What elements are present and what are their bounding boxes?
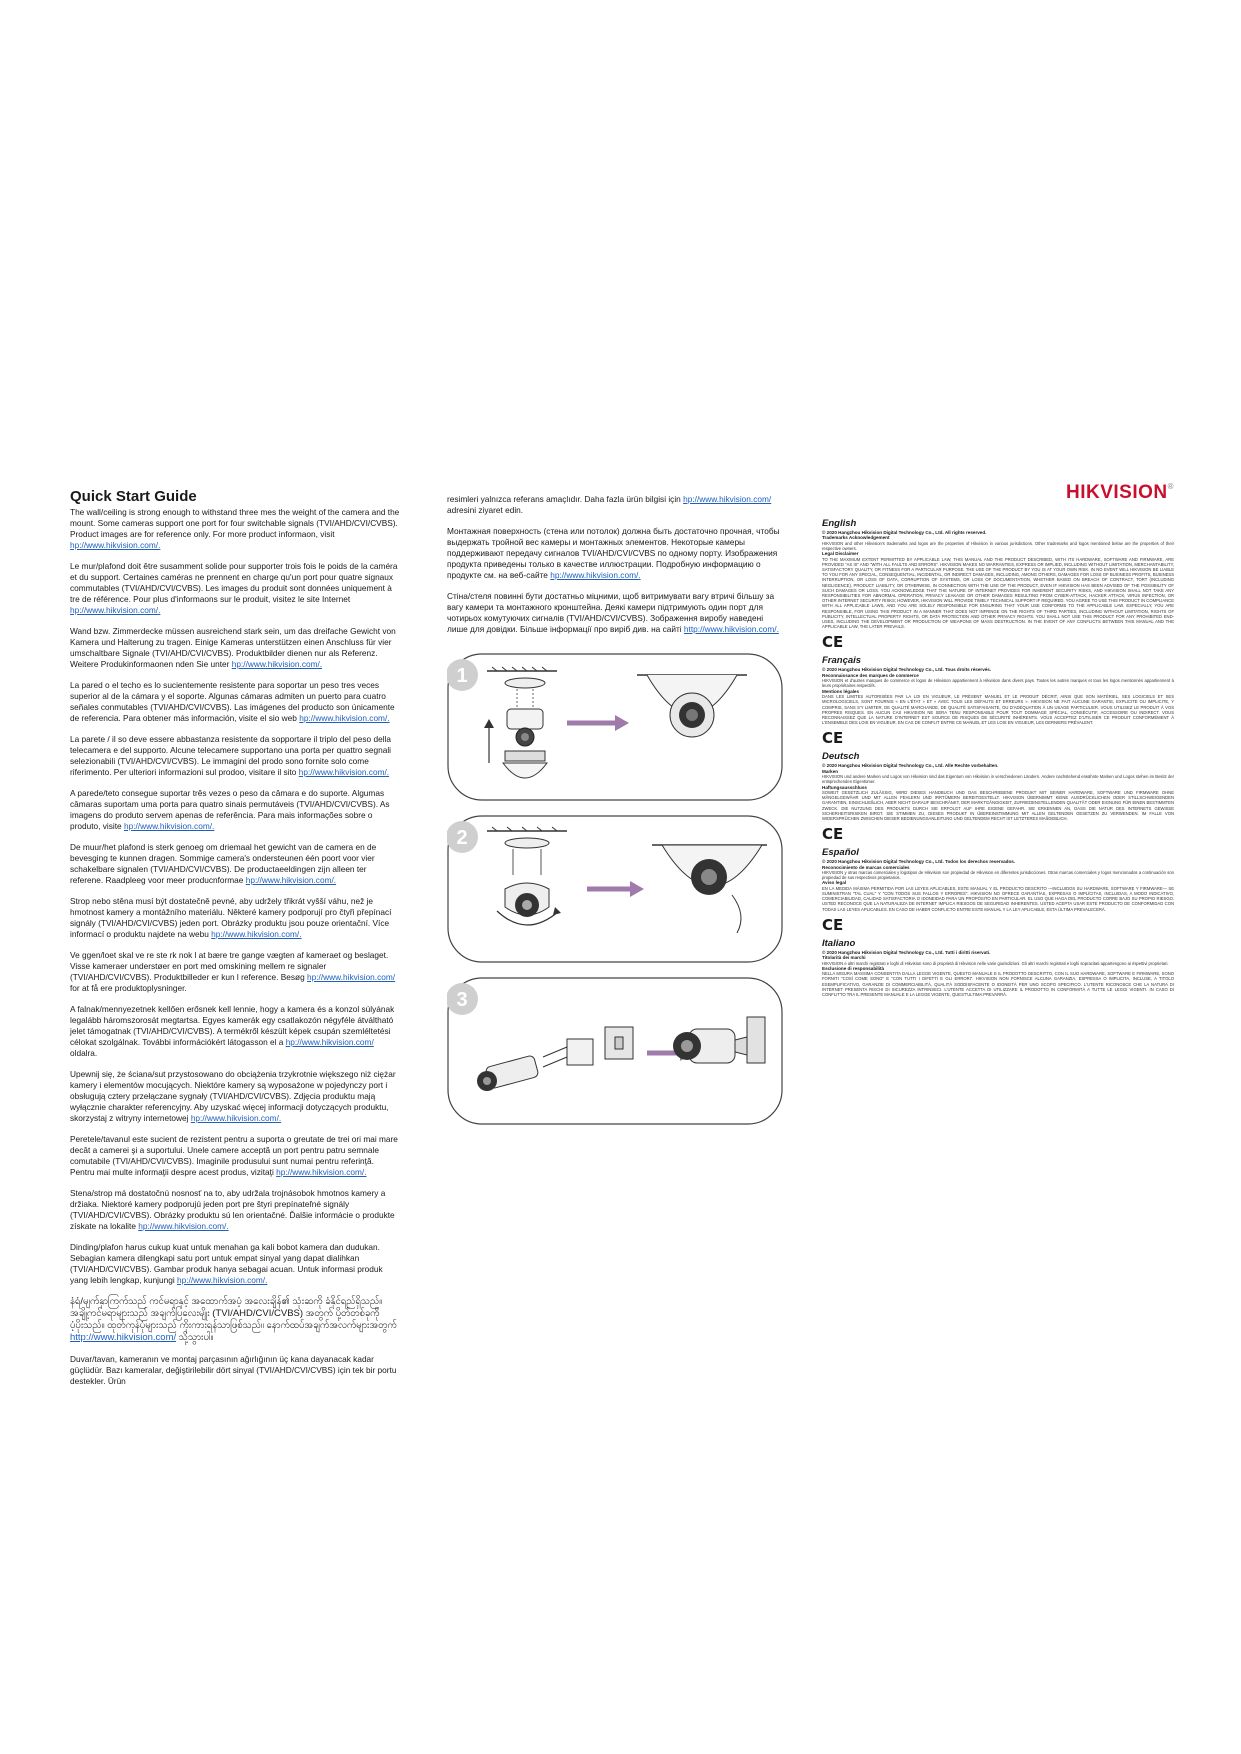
hikvision-link[interactable]: hp://www.hikvision.com/. bbox=[245, 875, 337, 885]
step-number: 2 bbox=[456, 827, 468, 849]
paragraph bbox=[70, 1354, 400, 1387]
ce-mark: CE bbox=[822, 825, 844, 844]
paragraph-text: Strop nebo stěna musí být dostatečně pevné, aby udržely třikrát vyšší váhu, než je hmotnost kamery a montážního materiálu. Některé kamery podporují pro čtyři přepínací signály (TVI/AHD/CVI/CVBS) jeden port. Obrázky produktu jsou pouze orientační. Více informací o produktu najdete na webu bbox=[70, 896, 392, 939]
paragraph bbox=[447, 494, 782, 516]
paragraph-text: A parede/teto consegue suportar três vezes o peso da câmara e do suporte. Algumas câmaras suportam uma porta para quatro sinais permutáveis (TVI/AHD/CVI/CVBS). As imagens do produto servem apenas de referência. Para mais informações sobre o produto, visite bbox=[70, 788, 390, 831]
paragraph bbox=[70, 507, 400, 551]
paragraph-tail: for at få ere produktoplysninger. bbox=[70, 983, 187, 993]
body-text: EN LA MEDIDA MÁXIMA PERMITIDA POR LAS LEYES APLICABLES, ESTE MANUAL Y EL PRODUCTO DESCRITO —INCLUIDOS SU HARDWARE, SOFTWARE Y FIRMWARE— SE SUMINISTRAN "TAL CUAL" Y "CON TODOS SUS FALLOS Y ERRORES". HIKVISION NO OFRECE GARANTÍAS, EXPRESAS O IMPLÍCITAS, INCLUIDAS, A MODO INDICATIVO, COMERCIABILIDAD, CALIDAD SATISFACTORIA O IDONEIDAD PARA UN PROPÓSITO EN PARTICULAR. EL USO QUE HAGA DEL PRODUCTO CORRE BAJO SU PROPIO RIESGO. USTED RECONOCE QUE LA NATURALEZA DE INTERNET IMPLICA RIESGOS DE SEGURIDAD INHERENTES. USTED ACEPTA USAR ESTE PRODUCTO DE CONFORMIDAD CON TODAS LAS LEYES APLICABLES. EN CASO DE HABER CONFLICTO ENTRE ESTE MANUAL Y LA LEY APLICABLE, ESTA ÚLTIMA PREVALECERÁ. bbox=[822, 885, 1174, 912]
paragraph-text: Stena/strop má dostatočnú nosnosť na to, aby udržala trojnásobok hmotnos kamery a držiaka. Niektoré kamery podporujú jeden port pre štyri prepínateľné signály (TVI/AHD/CVI/CVBS). Obrázky produktu sú len orientačné. Ďalšie informácie o produkte získate na lokalite bbox=[70, 1188, 395, 1231]
language-heading: Español bbox=[822, 847, 859, 859]
step-number: 3 bbox=[456, 989, 468, 1011]
install-step-1 bbox=[447, 653, 783, 801]
hikvision-link[interactable]: hp://www.hikvision.com/. bbox=[70, 605, 161, 615]
paragraph bbox=[70, 561, 400, 616]
body-text: NELLA MISURA MASSIMA CONSENTITA DALLA LEGGE VIGENTE, QUESTO MANUALE E IL PRODOTTO DESCRITTO, CON IL SUO HARDWARE, SOFTWARE E FIRMWARE, SONO FORNITI "COSÌ COME SONO" E "CON TUTTI I DIFETTI E GLI ERRORI". HIKVISION NON FORNISCE ALCUNA GARANZIA, ESPRESSA O IMPLICITA, INCLUSE, A TITOLO ESEMPLIFICATIVO, GARANZIE DI COMMERCIABILITÀ, QUALITÀ SODDISFACENTE O IDONEITÀ PER UNO SCOPO SPECIFICO. L'UTENTE RICONOSCE CHE LA NATURA DI INTERNET PRESENTA RISCHI DI SICUREZZA INTRINSECI. L'UTENTE ACCETTA DI UTILIZZARE IL PRODOTTO IN CONFORMITÀ A TUTTE LE LEGGI VIGENTI. IN CASO DI CONFLITTO TRA IL PRESENTE MANUALE E LA LEGGE VIGENTE, QUEST'ULTIMA PREVARRÀ. bbox=[822, 971, 1174, 998]
paragraph-tail: သို့သွားပါ။ bbox=[176, 1332, 214, 1343]
body-text: TO THE MAXIMUM EXTENT PERMITTED BY APPLICABLE LAW, THIS MANUAL AND THE PRODUCT DESCRIBED, WITH ITS HARDWARE, SOFTWARE AND FIRMWARE, ARE PROVIDED "AS IS" AND "WITH ALL FAULTS AND ERRORS". HIKVISION MAKES NO WARRANTIES, EXPRESS OR IMPLIED, INCLUDING WITHOUT LIMITATION, MERCHANTABILITY, SATISFACTORY QUALITY, OR FITNESS FOR A PARTICULAR PURPOSE. THE USE OF THE PRODUCT BY YOU IS AT YOUR OWN RISK. IN NO EVENT WILL HIKVISION BE LIABLE TO YOU FOR ANY SPECIAL, CONSEQUENTIAL, INCIDENTAL, OR INDIRECT DAMAGES, INCLUDING, AMONG OTHERS, DAMAGES FOR LOSS OF BUSINESS PROFITS, BUSINESS INTERRUPTION, OR LOSS OF DATA, CORRUPTION OF SYSTEMS, OR LOSS OF DOCUMENTATION, WHETHER BASED ON BREACH OF CONTRACT, TORT (INCLUDING NEGLIGENCE), PRODUCT LIABILITY, OR OTHERWISE, IN CONNECTION WITH THE USE OF THE PRODUCT, EVEN IF HIKVISION HAS BEEN ADVISED OF THE POSSIBILITY OF SUCH DAMAGES OR LOSS. YOU ACKNOWLEDGE THAT THE NATURE OF INTERNET PROVIDES FOR INHERENT SECURITY RISKS, AND HIKVISION SHALL NOT TAKE ANY RESPONSIBILITIES FOR ABNORMAL OPERATION, PRIVACY LEAKAGE OR OTHER DAMAGES RESULTING FROM CYBER-ATTACK, HACKER ATTACK, VIRUS INFECTION, OR OTHER INTERNET SECURITY RISKS; HOWEVER, HIKVISION WILL PROVIDE TIMELY TECHNICAL SUPPORT IF REQUIRED. YOU AGREE TO USE THIS PRODUCT IN COMPLIANCE WITH ALL APPLICABLE LAWS, AND YOU ARE SOLELY RESPONSIBLE FOR ENSURING THAT YOUR USE CONFORMS TO THE APPLICABLE LAW. ESPECIALLY, YOU ARE RESPONSIBLE, FOR USING THIS PRODUCT IN A MANNER THAT DOES NOT INFRINGE ON THE RIGHTS OF THIRD PARTIES, INCLUDING WITHOUT LIMITATION, RIGHTS OF PUBLICITY, INTELLECTUAL PROPERTY RIGHTS, OR DATA PROTECTION AND OTHER PRIVACY RIGHTS. YOU SHALL NOT USE THIS PRODUCT FOR ANY PROHIBITED END-USES, INCLUDING THE DEVELOPMENT OR PRODUCTION OF WEAPONS OF MASS DESTRUCTION. IN THE EVENT OF ANY CONFLICTS BETWEEN THIS MANUAL AND THE APPLICABLE LAW, THE LATER PREVAILS. bbox=[822, 556, 1174, 630]
column-left bbox=[70, 488, 400, 1397]
hikvision-link[interactable]: hp://www.hikvision.com/ bbox=[285, 1037, 374, 1047]
paragraph bbox=[70, 1242, 400, 1286]
paragraph-text: Wand bzw. Zimmerdecke müssen ausreichend stark sein, um das dreifache Gewicht von Kamera und Halterung zu tragen. Einige Kameras unterstützen einen Anschluss für vier umschaltbare Signale (TVI/AHD/CVI/CVBS). Produktbilder dienen nur als Referenz. Weitere Produkinformaonen nden Sie unter bbox=[70, 626, 396, 669]
paragraph-text: နံရံ/မျက်နှာကြက်သည် ကင်မရာနှင့် အထောက်အပံ့ အလေးချိန်၏ သုံးဆကို ခံနိုင်ရည်ရှိသည်။ အချို့ကင်မရာများသည် အချက်ပြလေးမျိုး (TVI/AHD/CVI/CVBS) အတွက် ပို့တ်တစ်ခုကို ပံ့ပိုးသည်။ ထုတ်ကုန်ပုံများသည် ကိုးကားရန်သာဖြစ်သည်။ နောက်ထပ်အချက်အလက်များအတွက် bbox=[70, 1296, 397, 1331]
hikvision-link[interactable]: hp://www.hikvision.com/. bbox=[138, 1221, 229, 1231]
column-right bbox=[822, 482, 1174, 997]
paragraph-text: La parete / il so deve essere abbastanza resistente da sopportare il triplo del peso della telecamera e del supporto. Alcune telecamere supportano una porta per quattro segnali selezionabili (TVI/AHD/CVI/CVBS). Le immagini del prodo sono fornite solo come riferimento. Per ulteriori informazioni sul prodoo, visitare il sito bbox=[70, 734, 392, 777]
legal-sections bbox=[822, 518, 1174, 997]
paragraph-text: resimleri yalnızca referans amaçlıdır. Daha fazla ürün bilgisi için bbox=[447, 494, 684, 504]
body-text: HIKVISION and other Hikvision's trademarks and logos are the properties of Hikvision in various jurisdictions. Other trademarks and logos mentioned below are the properties of their respective owners. bbox=[822, 540, 1174, 552]
subheading: Trademarks Acknowledgement bbox=[822, 535, 890, 541]
hikvision-link[interactable]: hp://www.hikvision.com/. bbox=[550, 570, 641, 580]
copyright-line: © 2020 Hangzhou Hikvision Digital Technology Co., Ltd. Todos los derechos reservados. bbox=[822, 859, 1016, 865]
paragraph-text: La pared o el techo es lo sucientemente resistente para soportar un peso tres veces superior al de la cámara y el soporte. Algunas cámaras admiten un puerto para cuatro señales conmutables (TVI/AHD/CVI/CVBS). Las imágenes del producto son únicamente de referencia. Para obtener más información, visite el sio web bbox=[70, 680, 395, 723]
legal-section bbox=[822, 847, 1174, 934]
body-text: HIKVISION et d'autres marques de commerce et logos de Hikvision appartiennent à Hikvision dans divers pays. Toutes les autres marques et tous les logos mentionnés appartiennent à leurs propriétaires respectifs. bbox=[822, 678, 1174, 689]
paragraph-text: Стіна/стеля повинні бути достатньо міцними, щоб витримувати вагу втричі більшу за вагу камери та монтажного кронштейна. Деякі камери підтримують один порт для чотирьох комутуючих сигналів (TVI/AHD/CVI/CVBS). Зображення виробу наведені лише для довідки. Більше інформації про виріб див. на сайті bbox=[447, 591, 775, 634]
paragraph-text: Peretele/tavanul este sucient de rezistent pentru a suporta o greutate de trei ori mai mare decât a camerei şi a suportului. Unele camere acceptă un port pentru patru semnale comutabile (TVI/AHD/CVI/CVBS). Imaginile produsului sunt numai pentru referinţă. Pentru mai multe informaţii despre acest produs, vizitaţi bbox=[70, 1134, 398, 1177]
subheading: Legal Disclaimer bbox=[822, 551, 859, 557]
paragraph bbox=[70, 1134, 400, 1178]
copyright-line: © 2020 Hangzhou Hikvision Digital Technology Co., Ltd. Tous droits réservés. bbox=[822, 667, 992, 673]
paragraph bbox=[70, 896, 400, 940]
paragraph bbox=[70, 950, 400, 994]
step-number: 1 bbox=[456, 665, 468, 687]
paragraph bbox=[70, 1296, 400, 1344]
hikvision-link[interactable]: http://www.hikvision.com/. bbox=[683, 624, 779, 634]
ce-mark: CE bbox=[822, 633, 844, 652]
subheading: Haftungsausschluss bbox=[822, 784, 867, 790]
paragraph-text: A falnak/mennyezetnek kellően erősnek kell lennie, hogy a kamera és a konzol súlyának legalább háromszorosát megtartsa. Egyes kamerák egy csatlakozón négyféle átváltható jelet támogatnak (TVI/AHD/CVI/CVBS). A termékről készült képek csupán szemléltetési célokat szolgálnak. További információkért látogasson el a bbox=[70, 1004, 395, 1047]
paragraph-text: Монтажная поверхность (стена или потолок) должна быть достаточно прочная, чтобы выдержать тройной вес камеры и монтажных элементов. Некоторые камеры поддерживают передачу сигналов TVI/AHD/CVI/CVBS по одному порту. Изображения продукта приведены только в качестве иллюстрации. Подробную информацию о продукте см. на веб-сайте bbox=[447, 526, 780, 580]
paragraph-text: De muur/het plafond is sterk genoeg om driemaal het gewicht van de camera en de bevesging te kunnen dragen. Sommige camera's ondersteunen één poort voor vier schakelbare signalen (TVI/AHD/CVI/CVBS). De productaeeldingen zijn alleen ter referene. Raadpleeg voor meer producnformae bbox=[70, 842, 377, 885]
subheading: Reconnaissance des marques de commerce bbox=[822, 672, 919, 678]
hikvision-link[interactable]: hp://www.hikvision.com/. bbox=[298, 767, 390, 777]
paragraph-text: Duvar/tavan, kameranın ve montaj parçasının ağırlığının üç kana dayanacak kadar güçlüdür. Bazı kameralar, değiştirilebilir dört sinyal (TVI/AHD/CVI/CVBS) için tek bir portu destekler. Ürün bbox=[70, 1354, 397, 1386]
paragraph bbox=[70, 1188, 400, 1232]
paragraph bbox=[70, 842, 400, 886]
paragraph bbox=[70, 788, 400, 832]
paragraph-text: Le mur/plafond doit être susamment solide pour supporter trois fois le poids de la caméra et du support. Certaines caméras ne prennent en charge qu'un port pour quatre signaux commutables (TVI/AHD/CVI/CVBS). Les images du produit sont données uniquement à tre de référence. Pour plus d'informaons sur le produit, visitez le site Internet bbox=[70, 561, 398, 604]
hikvision-link[interactable]: hp://www.hikvision.com/ bbox=[307, 972, 396, 982]
hikvision-link[interactable]: hp://www.hikvision.com/. bbox=[231, 659, 323, 669]
legal-section bbox=[822, 751, 1174, 843]
body-text: SOWEIT GESETZLICH ZULÄSSIG, WIRD DIESES HANDBUCH UND DAS BESCHRIEBENE PRODUKT MIT SEINER HARDWARE, SOFTWARE UND FIRMWARE OHNE MÄNGELGEWÄHR UND MIT ALLEN FEHLERN UND IRRTÜMERN BEREITGESTELLT. HIKVISION ÜBERNIMMT KEINE AUSDRÜCKLICHEN ODER STILLSCHWEIGENDEN GARANTIEN, EINSCHLIEßLICH, ABER NICHT DARAUF BESCHRÄNKT, DER MARKTGÄNGIGKEIT, ZUFRIEDENSTELLENDEN QUALITÄT ODER EIGNUNG FÜR EINEN BESTIMMTEN ZWECK. DIE NUTZUNG DES PRODUKTS DURCH SIE ERFOLGT AUF IHRE EIGENE GEFAHR. SIE ERKENNEN AN, DASS DIE NATUR DES INTERNETS GEWISSE SICHERHEITSRISIKEN BIRGT. SIE STIMMEN ZU, DIESES PRODUKT IN ÜBEREINSTIMMUNG MIT ALLEN GELTENDEN GESETZEN ZU VERWENDEN. IM FALLE VON WIDERSPRÜCHEN ZWISCHEN DIESER BEDIENUNGSANLEITUNG UND GELTENDEM RECHT IST LETZTERES MAßGEBLICH. bbox=[822, 789, 1174, 821]
hikvision-link[interactable]: hp://www.hikvision.com/. bbox=[211, 929, 302, 939]
paragraph-tail: oldalra. bbox=[70, 1048, 98, 1058]
hikvision-link[interactable]: hp://www.hikvision.com/. bbox=[276, 1167, 367, 1177]
hikvision-link[interactable]: http://www.hikvision.com/ bbox=[70, 1332, 177, 1343]
body-text: DANS LES LIMITES AUTORISÉES PAR LA LOI EN VIGUEUR, LE PRÉSENT MANUEL ET LE PRODUIT DÉCRIT, AINSI QUE SON MATÉRIEL, SES LOGICIELS ET SES MICROLOGICIELS, SONT FOURNIS « EN L'ÉTAT » ET « AVEC TOUS LES DÉFAUTS ET ERREURS ». HIKVISION NE FAIT AUCUNE GARANTIE, EXPLICITE OU IMPLICITE, Y COMPRIS, SANS S'Y LIMITER, DE QUALITÉ MARCHANDE, DE QUALITÉ SATISFAISANTE, OU D'ADÉQUATION À UN USAGE PARTICULIER. VOUS UTILISEZ LE PRODUIT À VOS PROPRES RISQUES. EN AUCUN CAS HIKVISION NE SERA TENU RESPONSABLE POUR TOUT DOMMAGE SPÉCIAL, CONSÉCUTIF, ACCESSOIRE OU INDIRECT. VOUS RECONNAISSEZ QUE LA NATURE D'INTERNET EST SOURCE DE RISQUES DE SÉCURITÉ INHÉRENTS. VOUS ACCEPTEZ D'UTILISER CE PRODUIT CONFORMÉMENT À L'ENSEMBLE DES LOIS EN VIGUEUR. EN CAS DE CONFLIT ENTRE CE MANUEL ET LES LOIS EN VIGUEUR, LES DERNIERS PRÉVALENT. bbox=[822, 694, 1174, 726]
paragraph-text: The wall/ceiling is strong enough to withstand three mes the weight of the camera and the mount. Some cameras support one port for four switchable signals (TVI/AHD/CVI/CVBS). Product images are for reference only. For more product informaon, visit bbox=[70, 507, 400, 539]
hikvision-link[interactable]: hp://www.hikvision.com/. bbox=[177, 1275, 268, 1285]
paragraph bbox=[70, 734, 400, 778]
subheading: Titolarità dei marchi bbox=[822, 955, 866, 961]
hikvision-link[interactable]: hp://www.hikvision.com/ bbox=[683, 494, 772, 504]
language-heading: Deutsch bbox=[822, 751, 860, 763]
paragraph-list bbox=[70, 507, 400, 1387]
hikvision-link[interactable]: hp://www.hikvision.com/. bbox=[70, 540, 161, 550]
subheading: Esclusione di responsabilità bbox=[822, 965, 885, 971]
hikvision-link[interactable]: hp://www.hikvision.com/. bbox=[190, 1113, 282, 1123]
legal-section bbox=[822, 518, 1174, 651]
legal-section bbox=[822, 938, 1174, 997]
subheading: Aviso legal bbox=[822, 880, 847, 886]
subheading: Mentions légales bbox=[822, 688, 860, 694]
subheading: Marken bbox=[822, 768, 839, 774]
paragraph-text: Ve ggen/loet skal ve re ste rk nok l at bære tre gange vægten af kameraet og beslaget. Visse kameraer understøer en port med omskining mellem re signaler (TVI/AHD/CVI/CVBS). Produktbilleder er kun l reference. Besøg bbox=[70, 950, 389, 982]
paragraph bbox=[70, 680, 400, 724]
copyright-line: © 2020 Hangzhou Hikvision Digital Technology Co., Ltd. Alle Rechte vorbehalten. bbox=[822, 763, 999, 769]
hikvision-link[interactable]: hp://www.hikvision.com/. bbox=[299, 713, 390, 723]
paragraph bbox=[447, 591, 782, 635]
paragraph-text: Dinding/plafon harus cukup kuat untuk menahan ga kali bobot kamera dan dudukan. Sebagian kamera dilengkapi satu port untuk empat sinyal yang dapat dialihkan (TVI/AHD/CVI/CVBS). Gambar produk hanya sebagai acuan. Untuk informasi produk yang lebih lengkap, kunjungi bbox=[70, 1242, 383, 1285]
install-step-3 bbox=[447, 977, 783, 1125]
copyright-line: © 2020 Hangzhou Hikvision Digital Technology Co., Ltd. All rights reserved. bbox=[822, 530, 987, 535]
body-text: HIKVISION e altri marchi registrati e loghi di Hikvision sono di proprietà di Hikvision nelle varie giurisdizioni. Gli altri marchi registrati e loghi sopracitati appartengono ai rispettivi proprietari. bbox=[822, 960, 1169, 966]
hikvision-logo: HIKVISION® bbox=[1065, 482, 1174, 503]
language-heading: Français bbox=[822, 655, 862, 667]
language-heading: English bbox=[822, 518, 857, 529]
paragraph bbox=[70, 1069, 400, 1124]
paragraph bbox=[70, 1004, 400, 1059]
paragraph-text: Upewnij się, że ściana/sut przystosowano do obciążenia trzykrotnie większego niż ciężar kamery i elementów mocujących. Niektóre kamery są wyposażone w pojedynczy port i obsługują cztery przełączane sygnały (TVI/AHD/CVI/CVBS). Zdjęcia produktu mają wyłącznie charakter referencyjny. Aby uzyskać więcej informacji dotyczących produktu, skorzystaj z witryny internetowej bbox=[70, 1069, 396, 1123]
install-step-2 bbox=[447, 815, 783, 963]
ce-mark: CE bbox=[822, 729, 844, 748]
paragraph bbox=[70, 626, 400, 670]
body-text: HIKVISION und andere Marken und Logos von Hikvision sind das Eigentum von Hikvision in verschiedenen Ländern. Andere nachstehend erwähnte Marken und Logos stehen im Besitz der entsprechenden Eigentümer. bbox=[822, 774, 1174, 785]
hikvision-link[interactable]: hp://www.hikvision.com/. bbox=[123, 821, 215, 831]
legal-section bbox=[822, 655, 1174, 747]
column-middle bbox=[447, 494, 782, 1125]
paragraph-tail: adresini ziyaret edin. bbox=[447, 505, 524, 515]
copyright-line: © 2020 Hangzhou Hikvision Digital Technology Co., Ltd. Tutti i diritti riservati. bbox=[822, 949, 991, 955]
paragraph bbox=[447, 526, 782, 581]
page-title: Quick Start Guide bbox=[70, 488, 197, 505]
language-heading: Italiano bbox=[822, 937, 856, 949]
ce-mark: CE bbox=[822, 915, 844, 934]
paragraph-list bbox=[447, 494, 782, 635]
body-text: HIKVISION y otras marcas comerciales y logotipos de Hikvision son propiedad de Hikvision en diferentes jurisdicciones. Otras marcas comerciales y logos mencionados a continuación son propiedad de sus respectivos propietarios. bbox=[822, 869, 1174, 881]
subheading: Reconocimiento de marcas comerciales bbox=[822, 864, 910, 870]
